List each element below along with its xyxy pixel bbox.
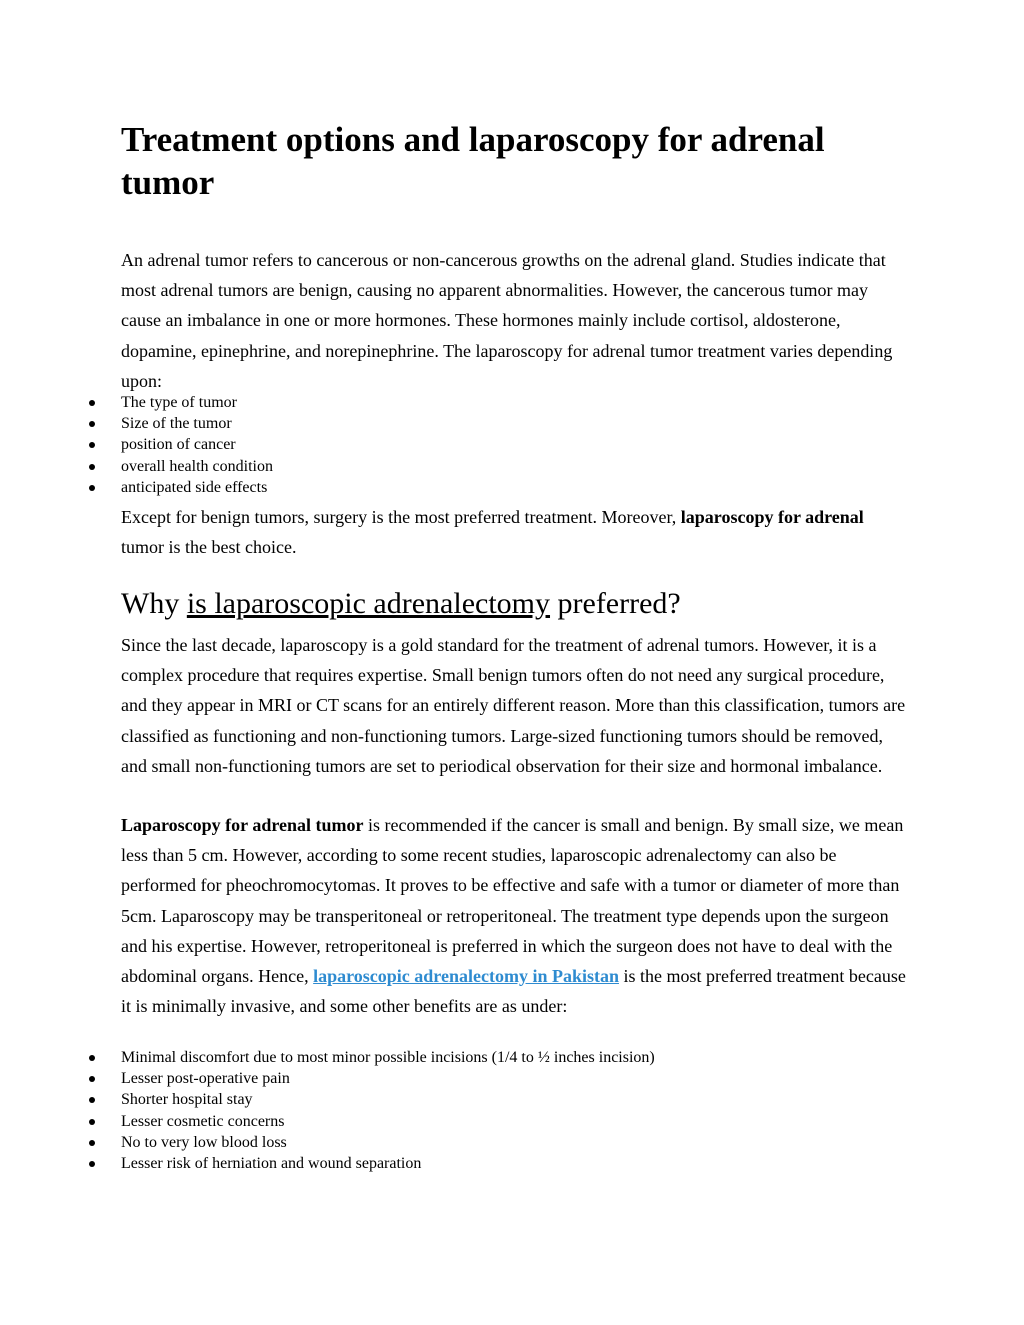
bullet-icon <box>89 421 95 427</box>
page-title: Treatment options and laparoscopy for adrenal tumor <box>121 120 825 202</box>
recommend-text-end: is the most preferred treatment because it is minimally invasive, and some other benefits are as under: <box>121 966 906 1017</box>
bullet-icon <box>89 1055 95 1061</box>
bullet-icon <box>89 400 95 406</box>
heading-underlined: is laparoscopic adrenalectomy <box>186 587 551 620</box>
list-item <box>0 434 1024 455</box>
surgery-text: Except for benign tumors, surgery is the most preferred treatment. Moreover, <box>121 507 681 527</box>
pakistan-link[interactable]: laparoscopic adrenalectomy in Pakistan <box>313 966 619 987</box>
bullet-icon <box>89 464 95 470</box>
list-item-text: position of cancer <box>121 436 236 454</box>
list-item <box>0 392 1024 413</box>
list-item-text: Minimal discomfort due to most minor possible incisions (1/4 to ½ inches incision) <box>121 1049 655 1066</box>
bullet-icon <box>89 1119 95 1125</box>
factors-list <box>0 392 1024 498</box>
surgery-paragraph <box>121 502 911 562</box>
list-item <box>0 456 1024 477</box>
list-item-text: Size of the tumor <box>121 415 232 433</box>
list-item-text: No to very low blood loss <box>121 1133 287 1151</box>
list-item-text: The type of tumor <box>121 394 237 411</box>
list-item <box>0 413 1024 434</box>
list-item <box>0 1111 1024 1132</box>
list-item <box>0 477 1024 498</box>
recommend-text: is recommended if the cancer is small and benign. By small size, we mean less than 5 cm. However, according to some recent studies, laparoscopic adrenalectomy can also be performed for pheochromocytomas. It proves to be effective and safe with a tumor or diameter of more than 5cm. Laparoscopy may be transperitoneal or retroperitoneal. The treatment type depends upon the surgeon and his expertise. However, retroperitoneal is preferred in which the surgeon does not have to deal with the abdominal organs. Hence, <box>121 815 904 987</box>
list-item <box>0 1047 1024 1068</box>
bold-keyword: laparoscopy for adrenal <box>680 507 864 527</box>
list-item-text: Lesser post-operative pain <box>121 1070 290 1088</box>
bullet-icon <box>89 1161 95 1167</box>
section-paragraph: Since the last decade, laparoscopy is a gold standard for the treatment of adrenal tumors. However, it is a complex procedure that requires expertise. Small benign tumors often do not need any surgical procedure, and they appear in MRI or CT scans for an entirely different reason. More than this classification, tumors are classified as functioning and non-functioning tumors. Large-sized functioning tumors should be removed, and small non-functioning tumors are set to periodical observation for their size and hormonal imbalance. <box>121 635 906 776</box>
list-item-text: Lesser cosmetic concerns <box>121 1112 285 1130</box>
list-item <box>0 1153 1024 1174</box>
bullet-icon <box>89 1097 95 1103</box>
list-item <box>0 1132 1024 1153</box>
bullet-icon <box>89 1140 95 1146</box>
heading-prefix: Why <box>121 587 187 620</box>
list-item-text: Lesser risk of herniation and wound separation <box>121 1154 422 1172</box>
list-item-text: overall health condition <box>121 457 273 475</box>
list-item-text: anticipated side effects <box>121 478 268 496</box>
list-item <box>0 1068 1024 1089</box>
bold-keyword: Laparoscopy for adrenal tumor <box>121 815 364 835</box>
bullet-icon <box>89 1076 95 1082</box>
heading-suffix: preferred? <box>550 587 681 620</box>
list-item-text: Shorter hospital stay <box>121 1091 253 1109</box>
list-item <box>0 1089 1024 1110</box>
intro-paragraph: An adrenal tumor refers to cancerous or non-cancerous growths on the adrenal gland. Studies indicate that most adrenal tumors are benign, causing no apparent abnormalities. However, the cancerous tumor may cause an imbalance in one or more hormones. These hormones mainly include cortisol, aldosterone, dopamine, epinephrine, and norepinephrine. The laparoscopy for adrenal tumor treatment varies depending upon: <box>121 250 893 391</box>
surgery-text-end: tumor is the best choice. <box>121 537 297 558</box>
bullet-icon <box>89 442 95 448</box>
bullet-icon <box>89 485 95 491</box>
section-heading <box>121 584 681 624</box>
recommend-paragraph <box>121 810 911 1021</box>
benefits-list <box>0 1047 1024 1174</box>
